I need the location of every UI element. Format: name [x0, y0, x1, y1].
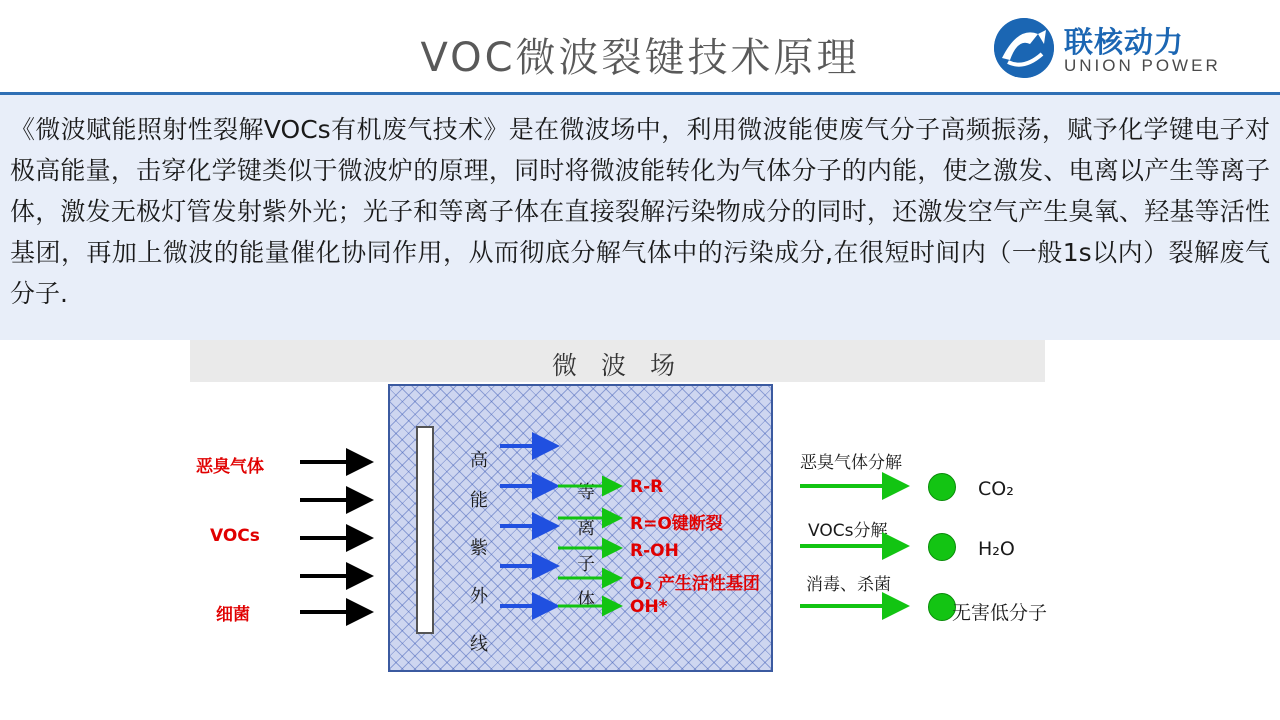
logo-name-cn: 联核动力 — [1064, 25, 1185, 59]
input-label-vocs: VOCs — [210, 526, 260, 546]
union-power-logo-icon — [994, 18, 1054, 78]
reaction-1: R=O键断裂 — [630, 514, 723, 534]
input-label-bacteria: 细菌 — [216, 605, 250, 625]
plasma-char-3: 体 — [577, 590, 595, 611]
input-label-odor-gas: 恶臭气体 — [196, 457, 264, 477]
plasma-char-2: 子 — [577, 554, 595, 575]
page-header — [0, 0, 1280, 96]
intro-panel — [0, 95, 1280, 340]
reaction-2: R-OH — [630, 541, 679, 561]
microwave-field-label: 微 波 场 — [552, 351, 683, 380]
reaction-3: O₂ 产生活性基团 — [630, 574, 760, 594]
output-label-2: 消毒、杀菌 — [806, 575, 891, 595]
uv-char-0: 高 — [470, 450, 488, 471]
product-label-0: CO₂ — [978, 478, 1014, 500]
reaction-4: OH* — [630, 597, 668, 617]
intro-paragraph: 《微波赋能照射性裂解VOCs有机废气技术》是在微波场中，利用微波能使废气分子高频振荡，赋予化学键电子对极高能量，击穿化学键类似于微波炉的原理，同时将微波能转化为气体分子的内能，使之激发、电离以产生等离子体，激发无极灯管发射紫外光；光子和等离子体在直接裂解污染物成分的同时，还激发空气产生臭氧、羟基等活性基团，再加上微波的能量催化协同作用，从而彻底分解气体中的污染成分,在很短时间内（一般1s以内）裂解废气分子. — [10, 115, 1270, 308]
uv-char-3: 外 — [470, 586, 488, 607]
page-title: VOC微波裂键技术原理 — [420, 35, 860, 81]
uv-char-2: 紫 — [470, 538, 488, 559]
plasma-char-0: 等 — [577, 482, 595, 503]
reaction-0: R-R — [630, 477, 664, 497]
output-label-1: VOCs分解 — [808, 521, 888, 541]
plasma-char-1: 离 — [577, 518, 595, 539]
process-diagram — [0, 340, 1280, 720]
logo-name-en: UNION POWER — [1064, 56, 1221, 75]
uv-char-1: 能 — [470, 490, 488, 511]
product-label-2: 无害低分子 — [952, 602, 1048, 624]
company-logo — [994, 18, 1262, 80]
output-label-0: 恶臭气体分解 — [800, 453, 902, 473]
diagram-arrows — [0, 340, 1280, 720]
product-label-1: H₂O — [978, 538, 1015, 560]
uv-char-4: 线 — [470, 634, 488, 655]
